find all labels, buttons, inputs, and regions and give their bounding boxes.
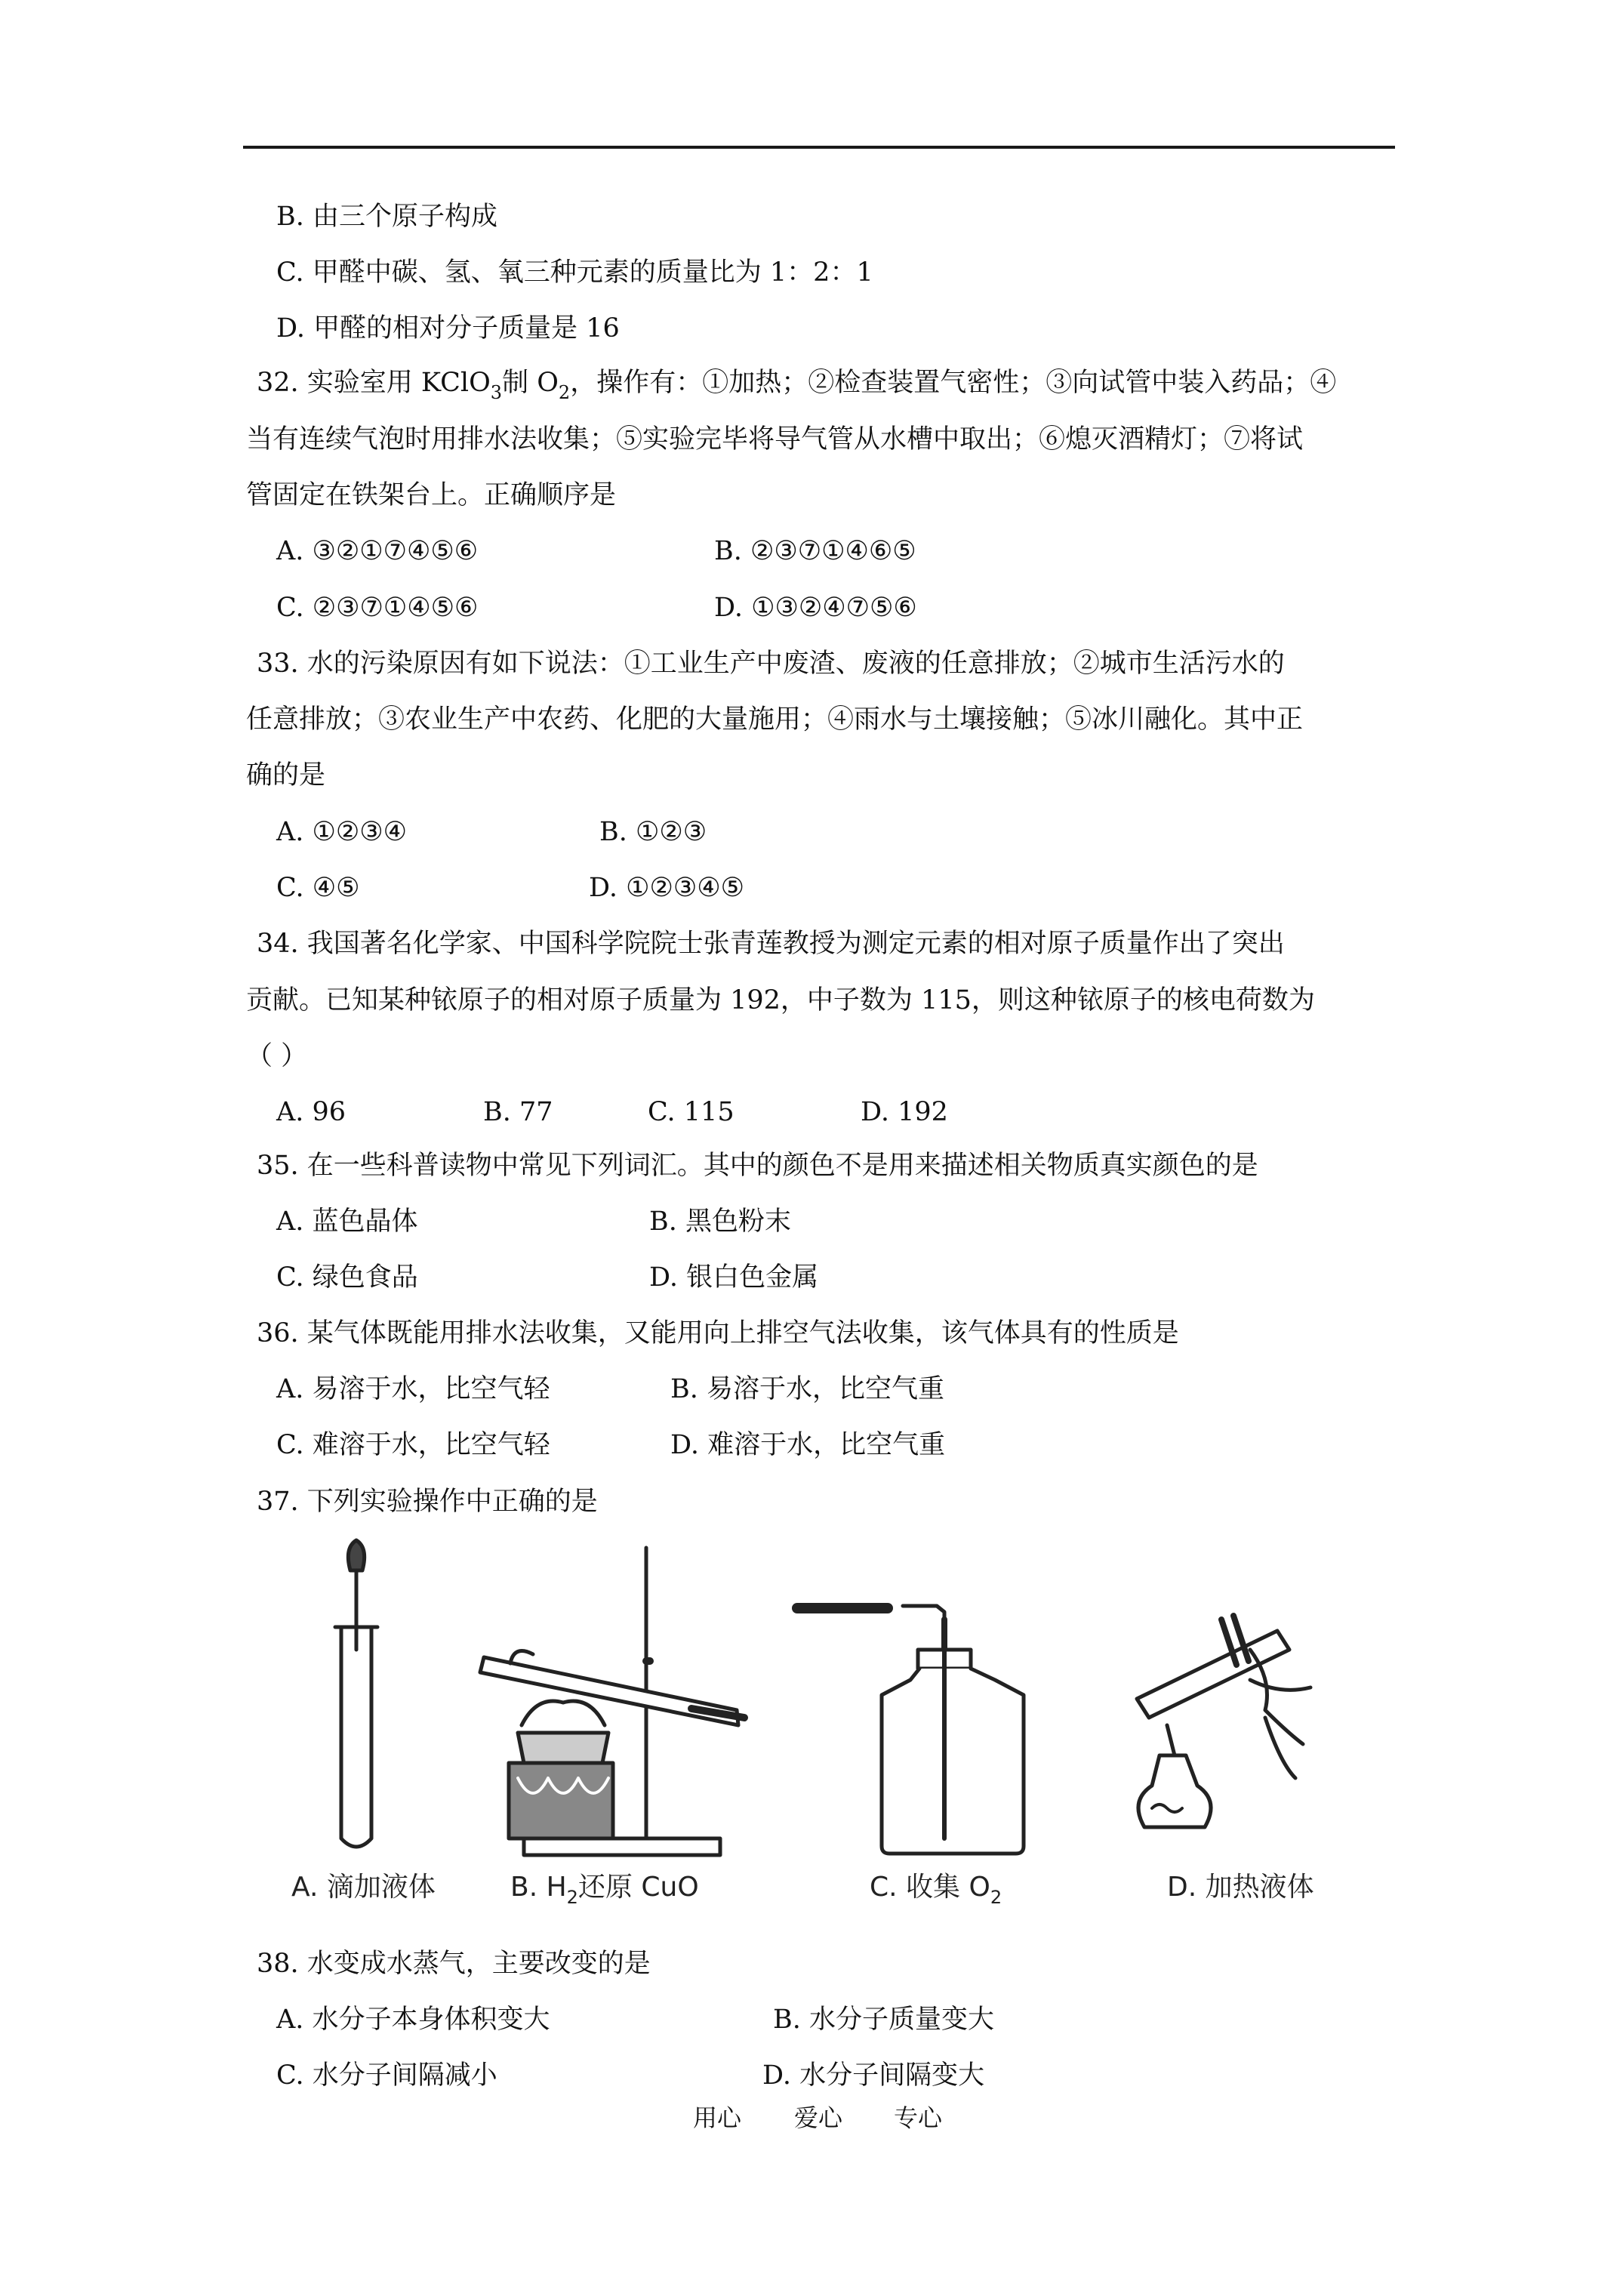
- q34-option-a: A. 96: [276, 1097, 346, 1127]
- q36-option-b: B. 易溶于水，比空气重: [670, 1374, 944, 1404]
- q35-option-b: B. 黑色粉末: [649, 1207, 791, 1237]
- q37-caption-c: C. 收集 $O_2$: [870, 1872, 1002, 1908]
- q33-option-a: A. ①②③④: [276, 817, 408, 847]
- heating-tube-drawing: [1137, 1616, 1310, 1827]
- q31-option-d: D. 甲醛的相对分子质量是 16: [276, 313, 620, 344]
- q32-option-a: A. ③②①⑦④⑤⑥: [276, 536, 479, 566]
- q33-stem-line3: 确的是: [246, 760, 326, 791]
- footer-word-3: 专心: [894, 2103, 943, 2132]
- q33-stem-line2: 任意排放；③农业生产中农药、化肥的大量施用；④雨水与土壤接触；⑤冰川融化。其中正: [246, 704, 1304, 735]
- q36-option-a: A. 易溶于水，比空气轻: [276, 1374, 550, 1404]
- q38-option-b: B. 水分子质量变大: [773, 2005, 994, 2035]
- q38-option-a: A. 水分子本身体积变大: [276, 2005, 550, 2035]
- q37-caption-a: A. 滴加液体: [291, 1872, 436, 1903]
- q38-option-c: C. 水分子间隔减小: [276, 2060, 497, 2091]
- q32-stem-line1: 32. 实验室用 KClO$_3$制 $O_2$，操作有：①加热；②检查装置气密性；③向试管中装入药品；④: [257, 368, 1337, 403]
- q34-stem-line3: （ ）: [246, 1041, 308, 1071]
- q32-option-c: C. ②③⑦①④⑤⑥: [276, 593, 479, 623]
- q33-stem-line1: 33. 水的污染原因有如下说法：①工业生产中废渣、废液的任意排放；②城市生活污水的: [257, 649, 1285, 679]
- q32-option-b: B. ②③⑦①④⑥⑤: [714, 536, 916, 566]
- q31-option-c: C. 甲醛中碳、氢、氧三种元素的质量比为 1：2：1: [276, 257, 873, 288]
- q37-apparatus-figure: [269, 1536, 1371, 1929]
- reduction-apparatus-drawing: [480, 1548, 744, 1855]
- gas-bottle-drawing: [797, 1606, 1024, 1854]
- q35-option-c: C. 绿色食品: [276, 1262, 418, 1293]
- q37-caption-b: B. $H_2$还原 CuO: [510, 1872, 699, 1908]
- q36-stem-line1: 36. 某气体既能用排水法收集，又能用向上排空气法收集，该气体具有的性质是: [257, 1318, 1179, 1348]
- q33-option-d: D. ①②③④⑤: [589, 873, 744, 903]
- q34-stem-line2: 贡献。已知某种铱原子的相对原子质量为 192，中子数为 115，则这种铱原子的核电荷数为: [246, 985, 1315, 1015]
- q34-option-d: D. 192: [861, 1097, 948, 1127]
- q34-option-c: C. 115: [648, 1097, 735, 1127]
- q36-option-c: C. 难溶于水，比空气轻: [276, 1430, 550, 1460]
- q38-stem-line1: 38. 水变成水蒸气，主要改变的是: [257, 1949, 651, 1979]
- q31-option-b: B. 由三个原子构成: [276, 202, 497, 232]
- dropper-test-tube-drawing: [335, 1540, 377, 1847]
- q34-option-b: B. 77: [483, 1097, 553, 1127]
- header-rule: [243, 146, 1395, 149]
- q38-option-d: D. 水分子间隔变大: [762, 2060, 985, 2091]
- q35-option-d: D. 银白色金属: [649, 1262, 819, 1293]
- q35-stem-line1: 35. 在一些科普读物中常见下列词汇。其中的颜色不是用来描述相关物质真实颜色的是: [257, 1151, 1258, 1181]
- q36-option-d: D. 难溶于水，比空气重: [670, 1430, 946, 1460]
- footer-word-2: 爱心: [794, 2103, 843, 2132]
- q32-stem-line3: 管固定在铁架台上。正确顺序是: [246, 480, 617, 510]
- q32-stem-line2: 当有连续气泡时用排水法收集；⑤实验完毕将导气管从水槽中取出；⑥熄灭酒精灯；⑦将试: [246, 424, 1304, 455]
- q37-caption-d: D. 加热液体: [1167, 1872, 1314, 1903]
- q34-stem-line1: 34. 我国著名化学家、中国科学院院士张青莲教授为测定元素的相对原子质量作出了突出: [257, 929, 1285, 959]
- q32-option-d: D. ①③②④⑦⑤⑥: [714, 593, 917, 623]
- q33-option-c: C. ④⑤: [276, 873, 360, 903]
- q35-option-a: A. 蓝色晶体: [276, 1207, 418, 1237]
- q33-option-b: B. ①②③: [599, 817, 707, 847]
- q37-stem-line1: 37. 下列实验操作中正确的是: [257, 1487, 598, 1517]
- footer-word-1: 用心: [693, 2103, 742, 2132]
